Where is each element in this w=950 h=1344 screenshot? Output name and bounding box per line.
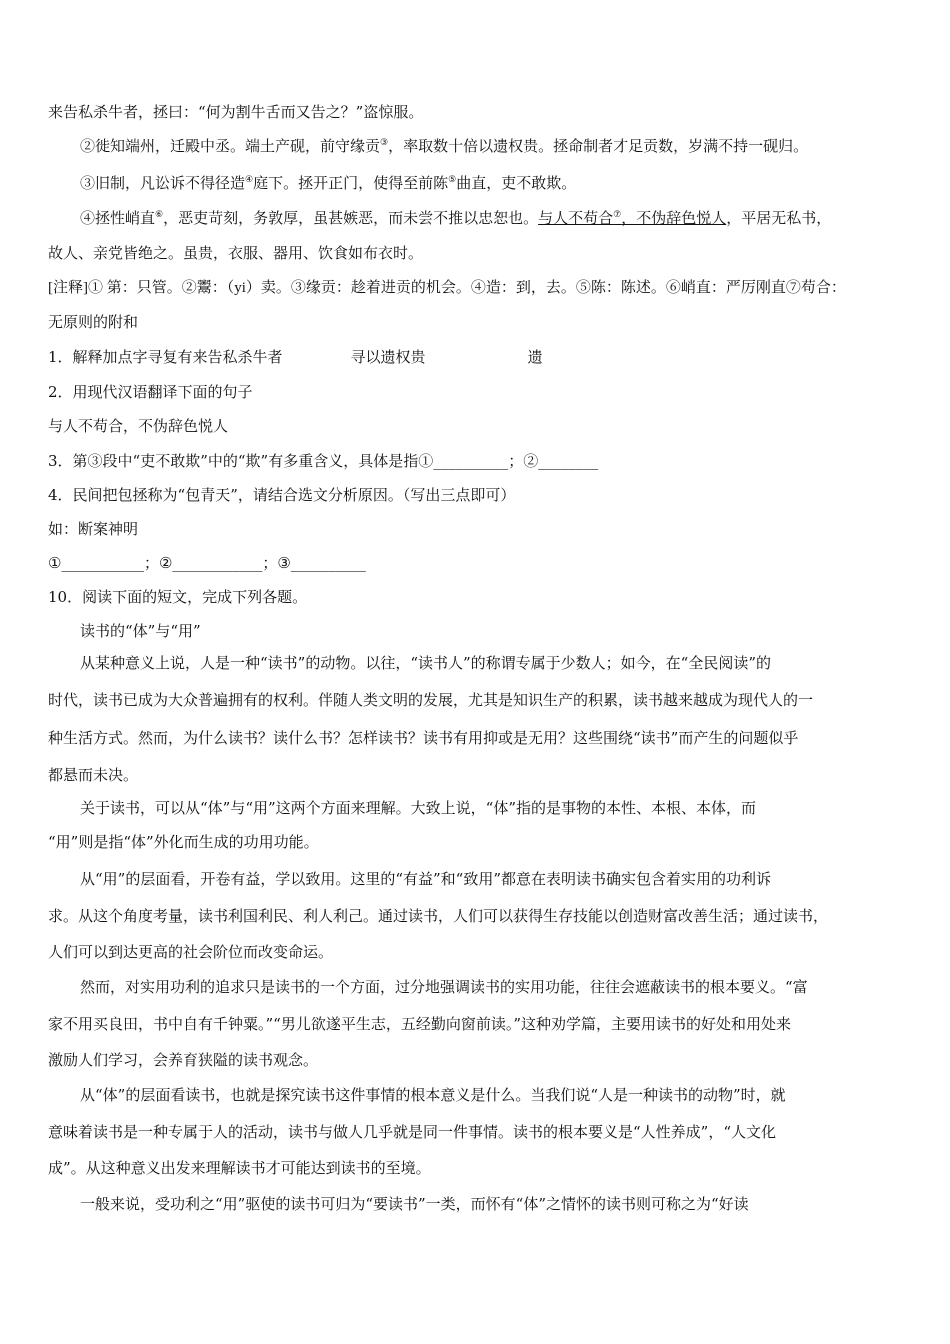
essay-para-4-line-3: 激励人们学习，会养育狭隘的读书观念。: [48, 1051, 319, 1069]
question-4-example: 如：断案神明: [48, 520, 139, 538]
annotation-line-2: 无原则的附和: [48, 313, 139, 331]
essay-para-4-line-1: 然而，对实用功利的追求只是读书的一个方面，过分地强调读书的实用功能，往往会遮蔽读书的根本要义。“富: [80, 978, 808, 996]
underlined-sentence: 与人不苟合⑦，不伪辞色悦人: [538, 209, 727, 227]
section-10-intro: 10．阅读下面的短文，完成下列各题。: [48, 588, 308, 606]
essay-para-3-line-1: 从“用”的层面看，开卷有益，学以致用。这里的“有益”和“致用”都意在表明读书确实包含着实用的功利诉: [80, 870, 772, 888]
passage-a-line-1: 来告私杀牛者，拯曰：“何为割牛舌而又告之？”盗惊服。: [48, 103, 424, 121]
essay-para-5-line-1: 从“体”的层面看读书，也就是探究读书这件事情的根本意义是什么。当我们说“人是一种读书的动物”时，就: [80, 1086, 786, 1104]
passage-a-para-2: ②徙知端州，迁殿中丞。端土产砚，前守缘贡③，率取数十倍以遗权贵。拯命制者才足贡数，岁满不持一砚归。: [80, 137, 809, 155]
essay-para-3-line-2: 求。从这个角度考量，读书利国利民、利人利己。通过读书，人们可以获得生存技能以创造财富改善生活；通过读书，: [48, 907, 829, 925]
essay-para-1-line-1: 从某种意义上说，人是一种“读书”的动物。以往，“读书人”的称谓专属于少数人；如今，在“全民阅读”的: [80, 654, 772, 672]
essay-para-4-line-2: 家不用买良田，书中自有千钟粟。”“男儿欲遂平生志，五经勤向窗前读。”这种劝学篇，主要用读书的好处和用处来: [48, 1015, 792, 1033]
essay-para-2-line-1: 关于读书，可以从“体”与“用”这两个方面来理解。大致上说，“体”指的是事物的本性、本根、本体，而: [80, 799, 757, 817]
essay-para-1-line-4: 都悬而未决。: [48, 766, 139, 784]
passage-a-para-4: ④拯性峭直⑥，恶吏苛刻，务敦厚，虽甚嫉恶，而未尝不推以忠恕也。与人不苟合⑦，不伪辞色悦人，平居无私书，: [80, 209, 832, 227]
essay-para-6-line-1: 一般来说，受功利之“用”驱使的读书可归为“要读书”一类，而怀有“体”之情怀的读书则可称之为“好读: [80, 1195, 749, 1213]
question-4: 4．民间把包拯称为“包青天”，请结合选文分析原因。（写出三点即可）: [48, 486, 516, 504]
essay-para-5-line-3: 成”。从这种意义出发来理解读书才可能达到读书的至境。: [48, 1159, 431, 1177]
essay-para-1-line-2: 时代，读书已成为大众普遍拥有的权利。伴随人类文明的发展，尤其是知识生产的积累，读书越来越成为现代人的一: [48, 691, 814, 709]
essay-para-3-line-3: 人们可以到达更高的社会阶位而改变命运。: [48, 943, 334, 961]
question-4-blanks: ①___________；②____________；③__________: [48, 554, 366, 572]
question-2-sentence: 与人不苟合，不伪辞色悦人: [48, 417, 229, 435]
essay-para-5-line-2: 意味着读书是一种专属于人的活动，读书与做人几乎就是同一件事情。读书的根本要义是“人性养成”，“人文化: [48, 1123, 777, 1141]
question-3: 3．第③段中“吏不敢欺”中的“欺”有多重含义，具体是指①__________；②________: [48, 452, 599, 470]
essay-para-1-line-3: 种生活方式。然而，为什么读书？读什么书？怎样读书？读书有用抑或是无用？这些围绕“读书”而产生的问题似乎: [48, 729, 799, 747]
essay-title: 读书的“体”与“用”: [80, 622, 201, 640]
passage-a-para-3: ③旧制，凡讼诉不得径造④庭下。拯开正门，使得至前陈⑤曲直，吏不敢欺。: [80, 174, 577, 192]
passage-a-para-4-line-2: 故人、亲党皆绝之。虽贵，衣服、器用、饮食如布衣时。: [48, 244, 424, 262]
essay-para-2-line-2: “用”则是指“体”外化而生成的功用功能。: [48, 833, 319, 851]
annotation-line-1: [注释]① 第：只管。②鬻：（yi）卖。③缘贡：趁着进贡的机会。④造：到，去。⑤陈：陈述。⑥峭直：严厉刚直⑦苟合：: [48, 280, 846, 296]
question-2: 2．用现代汉语翻译下面的句子: [48, 383, 253, 401]
question-1: 1．解释加点字寻复有来告私杀牛者 寻以遗权贵 遗: [48, 348, 543, 366]
